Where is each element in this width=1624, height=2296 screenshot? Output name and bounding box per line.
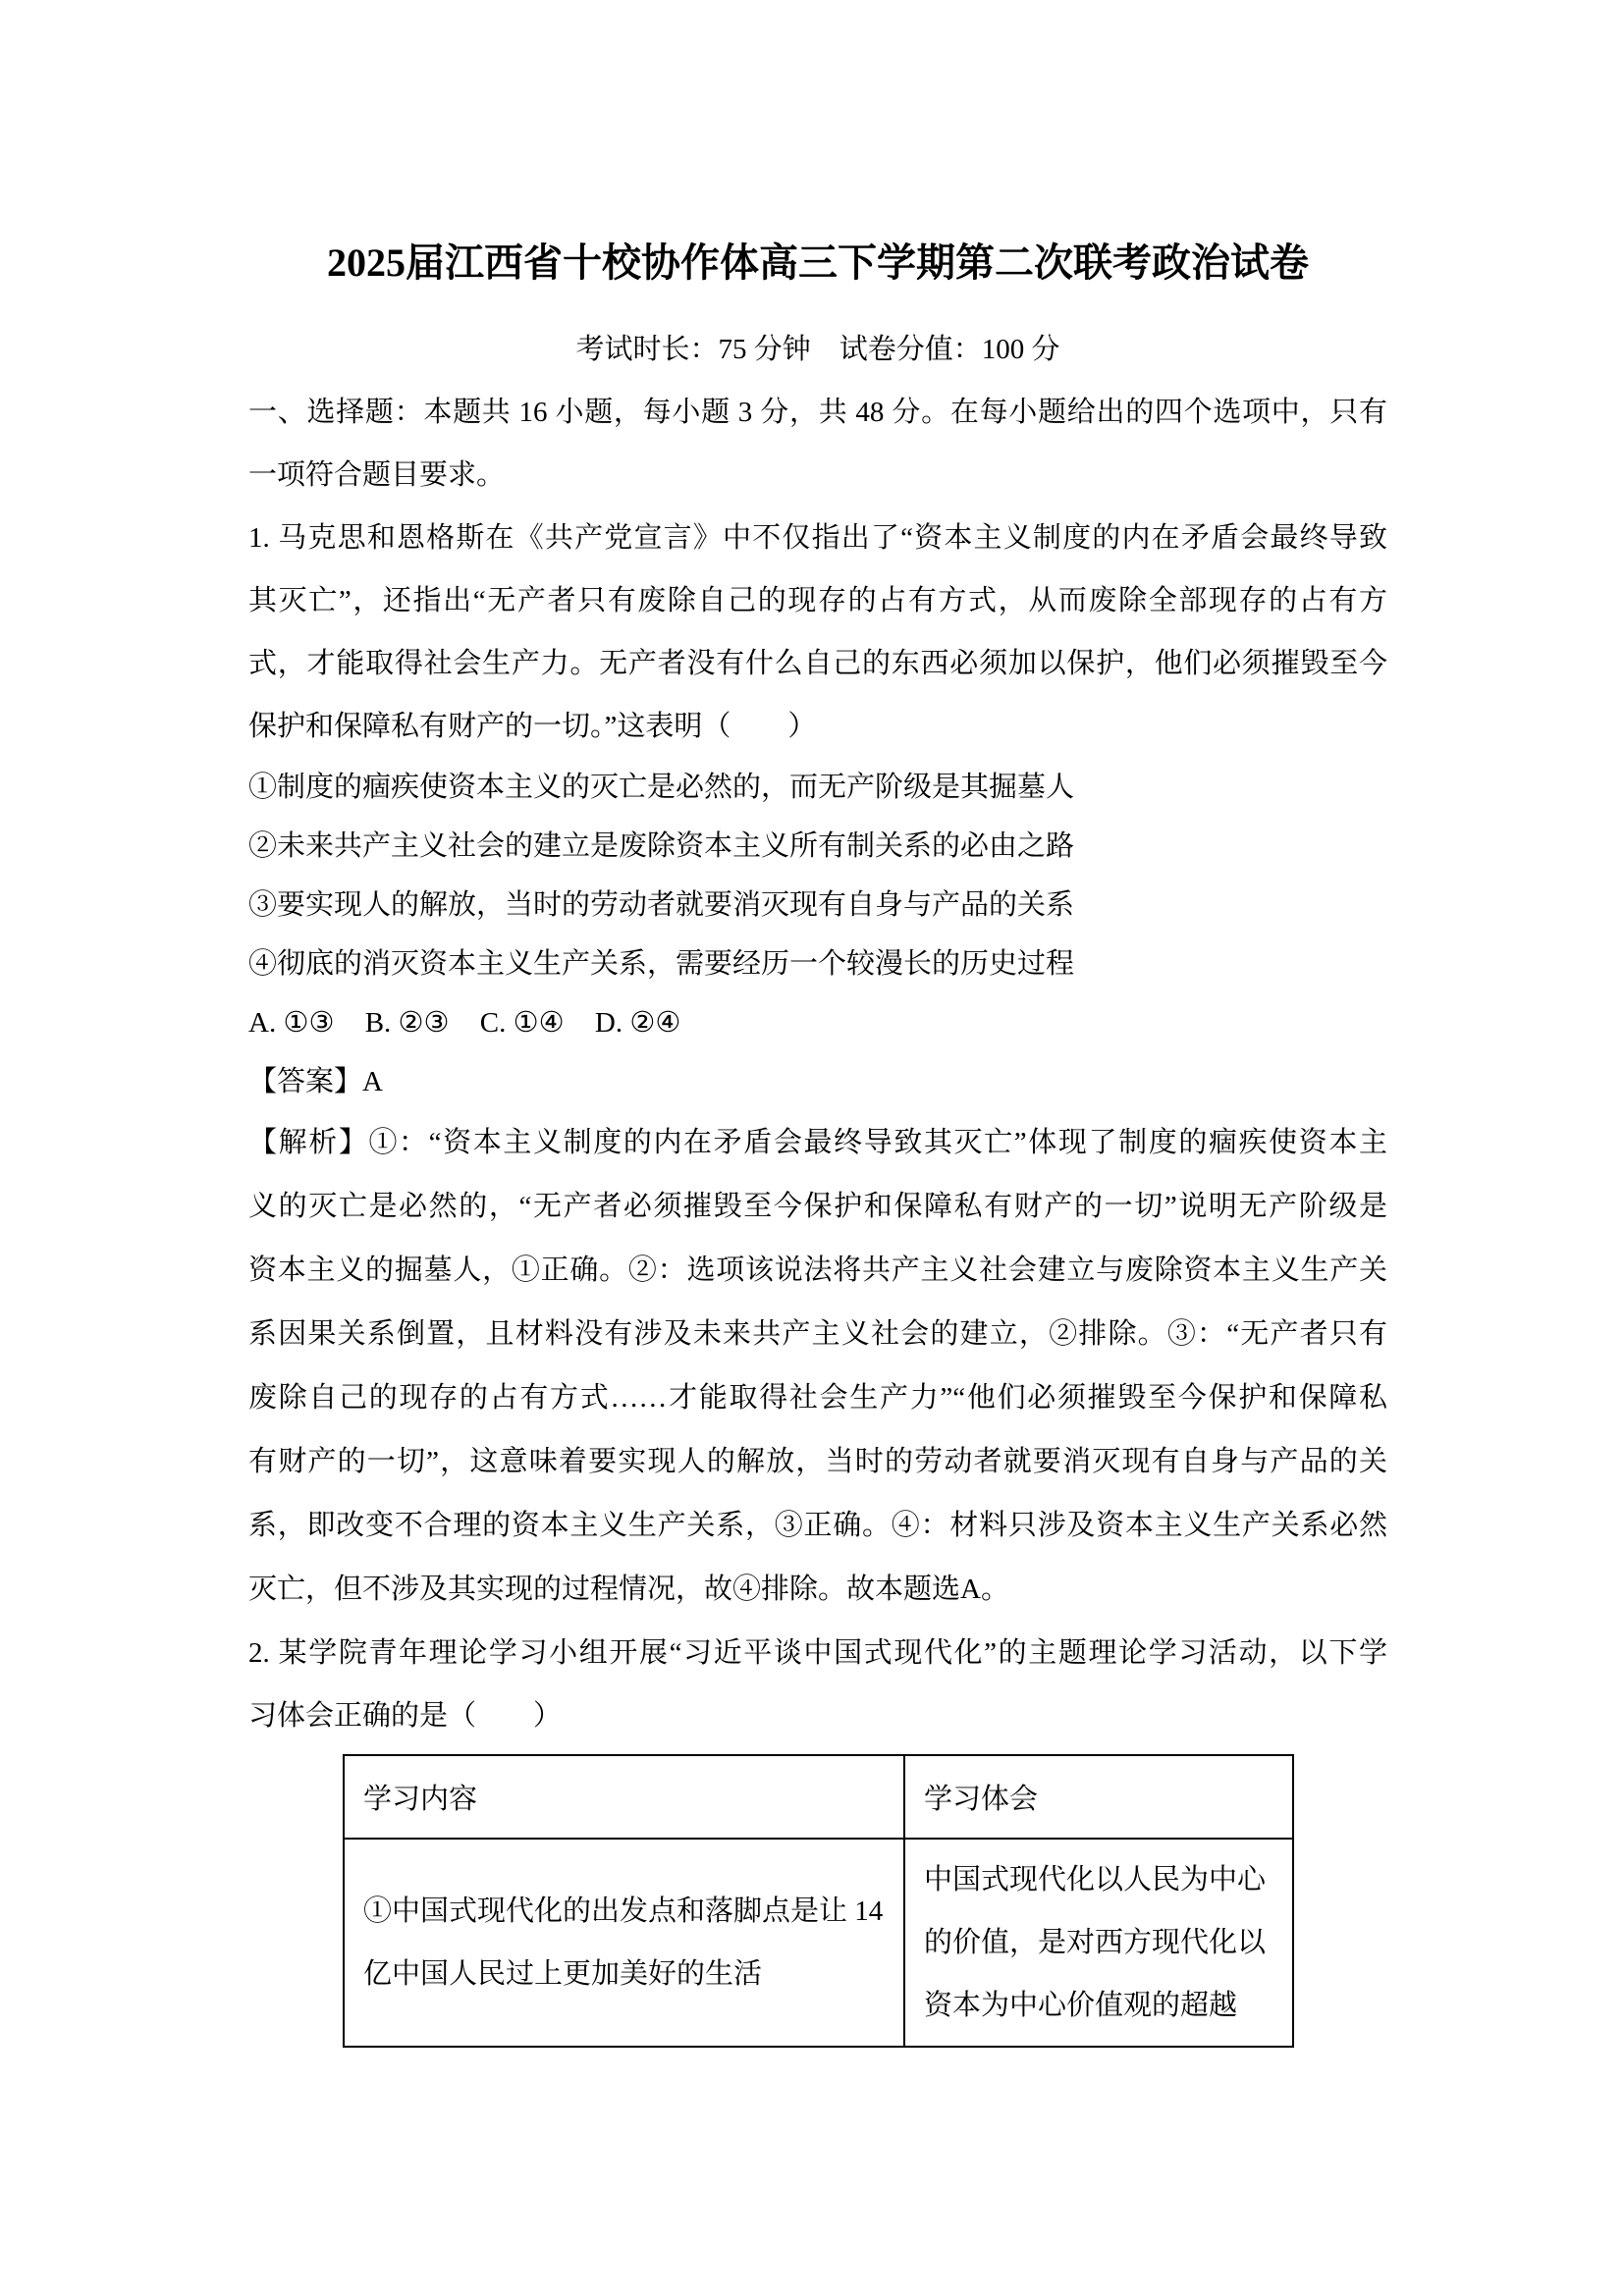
section-instructions bbox=[248, 381, 1387, 507]
choice-b: B. ②③ bbox=[364, 1007, 450, 1039]
exam-title: 2025届江西省十校协作体高三下学期第二次联考政治试卷 bbox=[327, 240, 1309, 285]
exam-duration: 考试时长：75 分钟 bbox=[575, 334, 811, 365]
table-header-row bbox=[344, 1755, 1293, 1839]
question-1-answer: 【答案】A bbox=[248, 1066, 383, 1097]
cell-line: 资本为中心价值观的超越 bbox=[924, 1990, 1238, 2021]
cell-line: 中国式现代化以人民为中心 bbox=[924, 1864, 1267, 1896]
question-2-stem bbox=[248, 1622, 1387, 1747]
table-cell-content bbox=[344, 1839, 904, 2047]
stem-line: 2. 某学院青年理论学习小组开展“习近平谈中国式现代化”的主题理论学习活动，以下学 bbox=[248, 1637, 1387, 1669]
stem-line: 保护和保障私有财产的一切。”这表明（ ） bbox=[248, 711, 817, 742]
choice-a: A. ①③ bbox=[248, 1007, 335, 1039]
analysis-line: 系，即改变不合理的资本主义生产关系，③正确。④：材料只涉及资本主义生产关系必然 bbox=[248, 1510, 1387, 1541]
stem-line: 式，才能取得社会生产力。无产者没有什么自己的东西必须加以保护，他们必须摧毁至今 bbox=[248, 648, 1387, 679]
analysis-line: 有财产的一切”，这意味着要实现人的解放，当时的劳动者就要消灭现有自身与产品的关 bbox=[248, 1446, 1387, 1477]
analysis-line: 义的灭亡是必然的，“无产者必须摧毁至今保护和保障私有财产的一切”说明无产阶级是 bbox=[248, 1191, 1387, 1222]
table-header-content: 学习内容 bbox=[344, 1755, 904, 1839]
question-2-table bbox=[343, 1754, 1294, 2048]
question-1-statements bbox=[248, 758, 1387, 993]
analysis-line: 灭亡，但不涉及其实现的过程情况，故④排除。故本题选A。 bbox=[248, 1574, 1009, 1605]
question-1 bbox=[248, 507, 1387, 1622]
analysis-line: 资本主义的掘墓人，①正确。②：选项该说法将共产主义社会建立与废除资本主义生产关 bbox=[248, 1255, 1387, 1286]
question-1-stem bbox=[248, 507, 1387, 758]
cell-line: 亿中国人民过上更加美好的生活 bbox=[363, 1958, 763, 1990]
statement-2: ②未来共产主义社会的建立是废除资本主义所有制关系的必由之路 bbox=[248, 830, 1075, 862]
section-line: 一、选择题：本题共 16 小题，每小题 3 分，共 48 分。在每小题给出的四个选项中，只有 bbox=[248, 397, 1387, 428]
question-2 bbox=[248, 1622, 1387, 2048]
page-content bbox=[248, 232, 1387, 2048]
analysis-line: 【解析】①：“资本主义制度的内在矛盾会最终导致其灭亡”体现了制度的痼疾使资本主 bbox=[248, 1127, 1387, 1158]
choice-c: C. ①④ bbox=[479, 1007, 565, 1039]
analysis-line: 系因果关系倒置，且材料没有涉及未来共产主义社会的建立，②排除。③：“无产者只有 bbox=[248, 1318, 1387, 1350]
stem-line: 习体会正确的是（ ） bbox=[248, 1700, 563, 1732]
question-1-choices bbox=[248, 993, 1387, 1052]
statement-4: ④彻底的消灭资本主义生产关系，需要经历一个较漫长的历史过程 bbox=[248, 948, 1075, 980]
analysis-line: 废除自己的现存的占有方式……才能取得社会生产力”“他们必须摧毁至今保护和保障私 bbox=[248, 1382, 1387, 1414]
question-1-analysis bbox=[248, 1111, 1387, 1622]
table-cell-insight bbox=[904, 1839, 1293, 2047]
choice-d: D. ②④ bbox=[594, 1007, 681, 1039]
statement-3: ③要实现人的解放，当时的劳动者就要消灭现有自身与产品的关系 bbox=[248, 889, 1075, 921]
exam-info bbox=[248, 318, 1387, 381]
stem-line: 其灭亡”，还指出“无产者只有废除自己的现存的占有方式，从而废除全部现存的占有方 bbox=[248, 585, 1387, 616]
cell-line: 的价值，是对西方现代化以 bbox=[924, 1927, 1267, 1958]
statement-1: ①制度的痼疾使资本主义的灭亡是必然的，而无产阶级是其掘墓人 bbox=[248, 772, 1075, 803]
table-row bbox=[344, 1839, 1293, 2047]
section-line: 一项符合题目要求。 bbox=[248, 459, 506, 491]
stem-line: 1. 马克思和恩格斯在《共产党宣言》中不仅指出了“资本主义制度的内在矛盾会最终导致 bbox=[248, 522, 1387, 554]
cell-line: ①中国式现代化的出发点和落脚点是让 14 bbox=[363, 1896, 884, 1927]
exam-score: 试卷分值：100 分 bbox=[839, 334, 1060, 365]
table-header-insight: 学习体会 bbox=[904, 1755, 1293, 1839]
